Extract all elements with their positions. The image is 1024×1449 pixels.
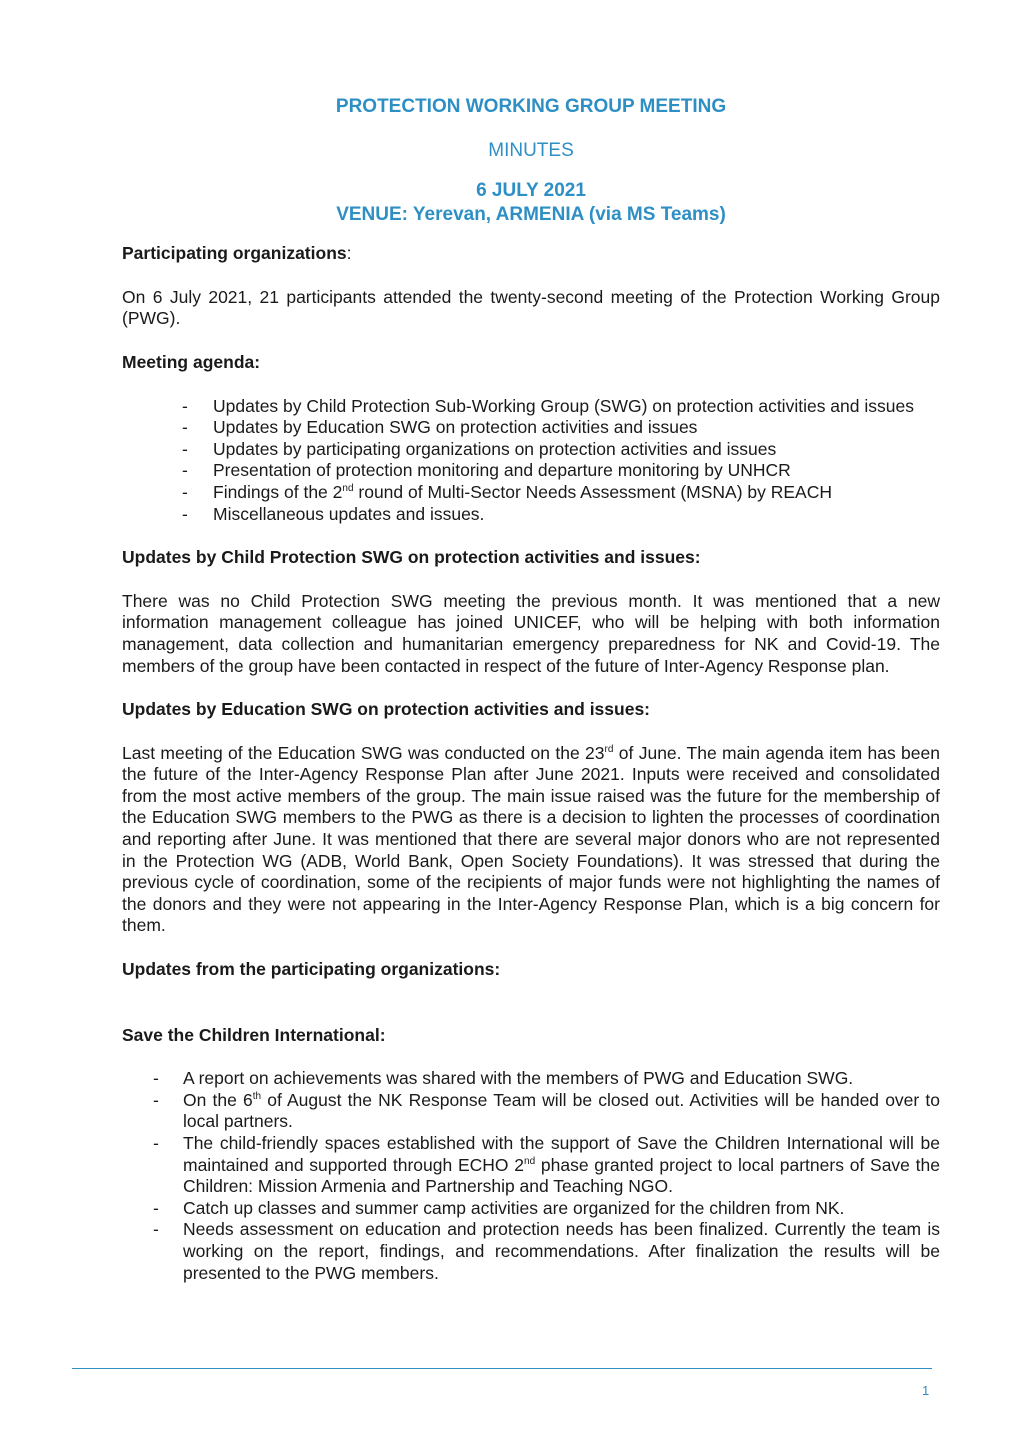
list-item [122,1133,940,1198]
participating-heading-text: Participating organizations [122,243,347,264]
superscript: nd [524,1155,536,1167]
list-dash: - [153,1197,159,1218]
list-item-text: Needs assessment on education and protection needs has been finalized. Currently the team is working on the report, findings, and recommendations. After finalization the results will be presented to the PWG members. [183,1219,940,1283]
list-dash: - [153,1068,159,1089]
document-body [122,96,940,1306]
education-text-pre: Last meeting of the Education SWG was conducted on the 23 [122,742,605,763]
list-item-text: A report on achievements was shared with the members of PWG and Education SWG. [183,1068,854,1089]
meeting-venue: VENUE: Yerevan, ARMENIA (via MS Teams) [336,204,726,226]
child-protection-heading: Updates by Child Protection SWG on protection activities and issues: [122,547,701,568]
list-item [122,1198,940,1220]
agenda-item-text-pre: Findings of the 2 [213,481,343,502]
footer-divider [72,1368,932,1369]
meeting-date: 6 JULY 2021 [476,180,586,202]
list-item-text-post: phase granted project to local partners of Save the Children: Mission Armenia and Partnership and Teaching NGO. [183,1154,940,1197]
agenda-item [122,417,940,439]
agenda-item [122,396,940,418]
save-children-list [122,1068,940,1284]
agenda-item-text: Presentation of protection monitoring and departure monitoring by UNHCR [213,460,791,481]
document-subtitle: MINUTES [488,139,574,161]
participating-paragraph: On 6 July 2021, 21 participants attended the twenty-second meeting of the Protection Working Group (PWG). [122,286,940,329]
list-dash: - [182,395,188,416]
list-item-text-post: of August the NK Response Team will be closed out. Activities will be handed over to local partners. [183,1089,940,1132]
list-item [122,1068,940,1090]
agenda-item-text: Updates by Education SWG on protection activities and issues [213,417,698,438]
list-dash: - [182,438,188,459]
agenda-heading: Meeting agenda: [122,351,261,372]
orgs-heading: Updates from the participating organizations: [122,959,501,980]
list-item-text-pre: The child-friendly spaces established with the support of Save the Children International will be maintained and supported through ECHO 2 [183,1133,940,1175]
education-paragraph [122,743,940,937]
list-dash: - [153,1219,159,1240]
child-protection-paragraph: There was no Child Protection SWG meeting the previous month. It was mentioned that a new information management colleague has joined UNICEF, who will be helping with both information management, data collection and humanitarian emergency preparedness for NK and Covid-19. The members of the group have been contacted in respect of the future of Inter-Agency Response plan. [122,590,940,676]
agenda-item-text-post: round of Multi-Sector Needs Assessment (MSNA) by REACH [353,481,833,502]
page-number: 1 [922,1383,930,1398]
superscript: th [252,1090,262,1102]
list-item [122,1219,940,1284]
superscript: nd [342,482,354,494]
participating-heading [122,243,940,265]
agenda-item-text: Updates by Child Protection Sub-Working Group (SWG) on protection activities and issues [213,395,914,416]
participating-heading-colon: : [346,243,352,264]
list-dash: - [182,460,188,481]
list-item-text-pre: On the 6 [183,1089,253,1110]
spacer [122,1003,940,1025]
agenda-item [122,460,940,482]
agenda-list [122,396,940,526]
document-title: PROTECTION WORKING GROUP MEETING [335,96,727,117]
list-dash: - [153,1133,159,1153]
agenda-item-text: Miscellaneous updates and issues. [213,503,485,524]
list-dash: - [182,503,188,524]
list-item-text: Catch up classes and summer camp activities are organized for the children from NK. [183,1197,845,1218]
agenda-item-text: Updates by participating organizations on protection activities and issues [213,438,777,459]
superscript: rd [604,743,614,755]
list-dash: - [182,417,188,438]
list-dash: - [182,481,188,502]
agenda-item [122,482,940,504]
agenda-item [122,504,940,526]
education-heading: Updates by Education SWG on protection activities and issues: [122,699,651,720]
agenda-item [122,439,940,461]
education-text-post: of June. The main agenda item has been the future of the Inter-Agency Response Plan after June 2021. Inputs were received and consolidated from the most active members of the group. The main issue raised was the future for the membership of the Education SWG members to the PWG as there is a decision to lighten the processes of coordination and reporting after June. It was mentioned that there are several major donors who are not represented in the Protection WG (ADB, World Bank, Open Society Foundations). It was stressed that during the previous cycle of coordination, some of the recipients of major funds were not highlighting the names of the donors and they were not appearing in the Inter-Agency Response Plan, which is a big concern for them. [122,742,940,936]
list-item [122,1090,940,1133]
save-children-heading: Save the Children International: [122,1024,386,1045]
list-dash: - [153,1089,159,1110]
